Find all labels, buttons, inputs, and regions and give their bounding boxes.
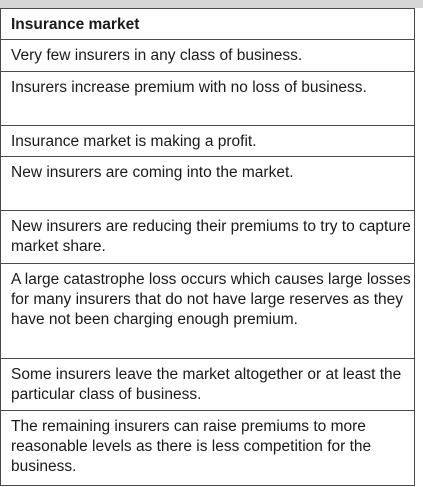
insurance-market-table (0, 8, 415, 486)
table-header: Insurance market (1, 8, 414, 40)
table-row: New insurers are coming into the market. (1, 157, 414, 211)
table-row: A large catastrophe loss occurs which causes large losses for many insurers that do not have large reserves as they have not been charging enough premium. (1, 264, 414, 359)
table-row: New insurers are reducing their premiums to try to capture market share. (1, 211, 414, 264)
table-row: Some insurers leave the market altogether or at least the particular class of business. (1, 359, 414, 411)
table-row: Very few insurers in any class of business. (1, 40, 414, 72)
table-row: The remaining insurers can raise premiums to more reasonable levels as there is less competition for the business. (1, 411, 414, 486)
table-row: Insurance market is making a profit. (1, 126, 414, 157)
table-row: Insurers increase premium with no loss of business. (1, 72, 414, 126)
top-border-strip (0, 0, 423, 8)
